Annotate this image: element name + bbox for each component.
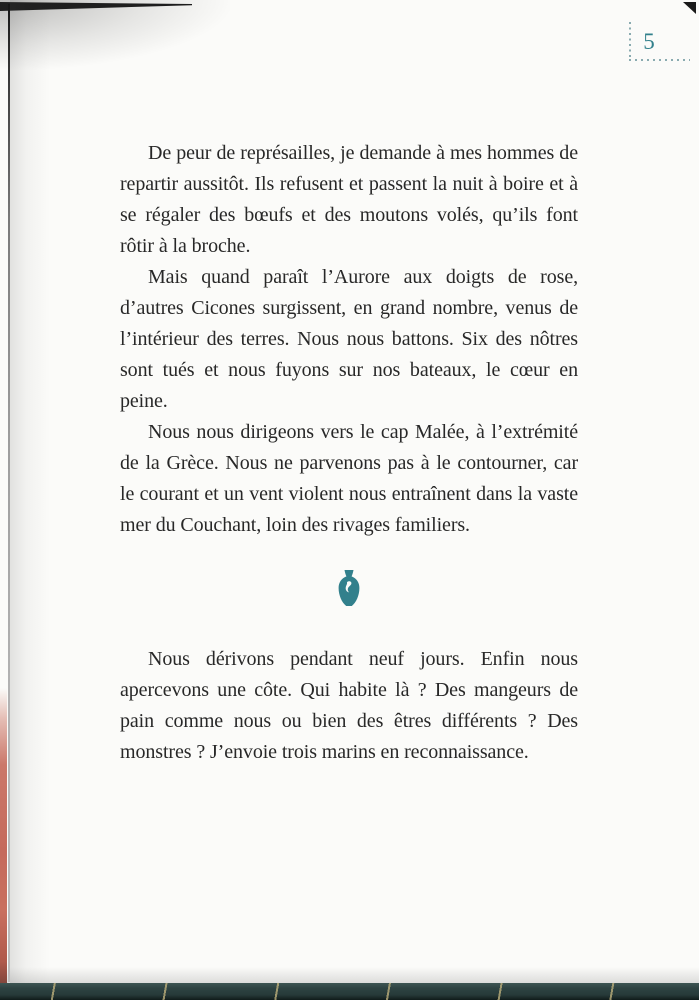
book-cover-edge (0, 688, 7, 985)
scan-bottom-band (0, 983, 699, 1000)
paragraph: Mais quand paraît l’Aurore aux doigts de rose, d’autres Cicones surgissent, en grand nombre, venus de l’intérieur des terres. Nous nous battons. Six des nôtres sont tués et nous fuyons sur nos bateaux, le cœur en peine. (120, 266, 578, 412)
paragraph: Nous dérivons pendant neuf jours. Enfin nous apercevons une côte. Qui habite là ? Des mangeurs de pain comme nous ou bien des êtres différents ? Des monstres ? J’envoie trois marins en reconnaissance. (120, 648, 578, 763)
scan-top-edge-line (0, 0, 192, 12)
dotted-rule-horizontal (629, 59, 690, 61)
page-corner-mark (683, 2, 696, 14)
amphora-icon (338, 570, 360, 608)
binding-shadow (10, 0, 50, 983)
dotted-rule-vertical (629, 22, 631, 59)
page-bottom-shadow (0, 967, 699, 983)
paragraph: Nous nous dirigeons vers le cap Malée, à l’extrémité de la Grèce. Nous ne parvenons pas à le contourner, car le courant et un vent violent nous entraînent dans la vaste mer du Couchant, loin des rivages familiers. (120, 421, 578, 536)
section-divider (120, 569, 578, 609)
page-edge-line (8, 4, 10, 982)
scan-corner-shadow (0, 0, 230, 70)
paragraph: De peur de représailles, je demande à mes hommes de repartir aussitôt. Ils refusent et passent la nuit à boire et à se régaler des bœufs et des moutons volés, qu’ils font rôtir à la broche. (120, 142, 578, 257)
text-column (120, 138, 578, 768)
page-number: 5 (643, 29, 655, 54)
